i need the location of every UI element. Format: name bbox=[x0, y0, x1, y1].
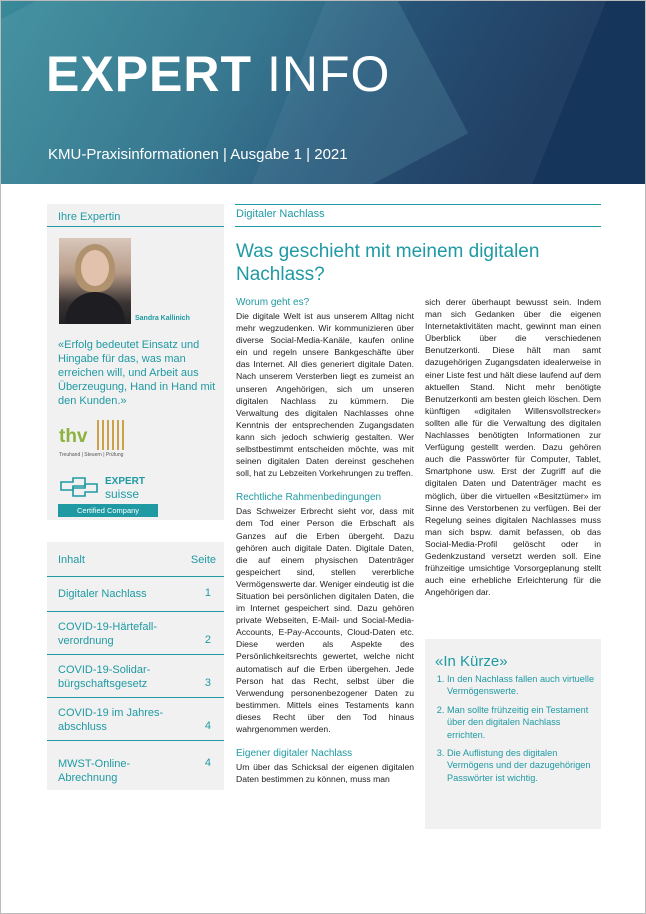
paragraph: Das Schweizer Erbrecht sieht vor, dass mit dem Tod einer Person die Erbschaft als Ganzes auf die Erben übergeht. Dazu gehören auch digitale Daten. Digitale Daten, die auf einem physischen Datenträger gespeichert sind, stellen vererbliche Vermögenswerte dar. Weniger eindeutig ist die Situation bei persönlichen digitalen Daten, die im Internet gespeichert sind. Dazu gehören private Webseiten, E-Mail- und Social-Media-Accounts, E-Pay-Accounts, Cloud-Daten etc. Diese werden als Aspekte des Persönlichkeitsrechts gewertet, welche nicht automatisch auf die Erben übergehen. Jede Person hat das Recht, selbst über die Verwendung personenbezogener Daten zu bestimmen. Mittels eines Testaments kann dieses Recht über den Tod hinaus wahrgenommen werden. bbox=[236, 506, 414, 734]
table-of-contents bbox=[47, 542, 224, 790]
certified-badge: Certified Company bbox=[58, 504, 158, 517]
summary-item: 3. Die Auflistung des digitalen Vermögens und der dazugehörigen Passwörter ist wichtig. bbox=[447, 747, 597, 784]
subheading: Eigener digitaler Nachlass bbox=[236, 748, 353, 760]
expert-photo bbox=[59, 238, 131, 324]
subheading: Rechtliche Rahmenbedingungen bbox=[236, 492, 382, 504]
photo-face bbox=[81, 250, 109, 286]
expertsuisse-logo: EXPERT suisse Certified Company bbox=[59, 476, 159, 516]
toc-header: Inhalt Seite bbox=[47, 542, 224, 577]
divider bbox=[47, 226, 224, 227]
paragraph: Die digitale Welt ist aus unserem Alltag nicht mehr wegzudenken. Wir kommunizieren über diverse Social-Media-Kanäle, kaufen online ein und regeln unsere Bankgeschäfte über das Internet. All dies generiert digitale Daten. Nach unserem Versterben liegt es zumeist an unseren Angehörigen, sich um unseren digitalen Nachlass zu kümmern. Die Verwaltung des digitalen Nachlasses ohne Kenntnis der entsprechenden Zugangsdaten kann sich jedoch schwierig gestalten. Wer selbstbestimmt entscheiden möchte, was mit seinen digitalen Daten dereinst geschehen soll, hat zu Lebzeiten Vorkehrungen zu treffen. bbox=[236, 311, 414, 479]
toc-item[interactable]: COVID-19-Solidar-bürgschaftsgesetz 3 bbox=[47, 655, 224, 698]
divider bbox=[235, 204, 601, 205]
expert-name: Sandra Kallinich bbox=[135, 315, 190, 322]
toc-item[interactable]: COVID-19 im Jahres-abschluss 4 bbox=[47, 698, 224, 741]
summary-item: 1. In den Nachlass fallen auch virtuelle Vermögenswerte. bbox=[447, 673, 597, 698]
paragraph: sich derer überhaupt bewusst sein. Indem man sich Gedanken über die eigenen Internetaktivitäten macht, gewinnt man einen Überblick über die verschiedenen Benutzerkonti. Diese hält man samt dazugehörigen Zugangsdaten idealerweise in einer Liste fest und hält diese laufend auf dem aktuellen Stand. Nicht mehr benötigte Benutzerkonti am besten gleich löschen. Dem künftigen «digitalen Willensvollstrecker» sollten alle für die Verwaltung des digitalen Nachlasses benötigten Informationen zur Verfügung gestellt werden. Dazu gehören auch die Passwörter für Computer, Tablet, Smartphone usw. Erst der Zugriff auf die digitalen Daten und Datenträger macht es möglich, über die virtuellen «Besitztümer» im Sinne des Verstorbenen zu verfügen. Bei der Regelung seines digitalen Nachlasses muss man sich bspw. damit befassen, ob das Social-Media-Profil gelöscht oder in Gedenkzustand versetzt werden soll. Eine frühzeitige umsichtige Vorsorgeplanung stellt auch eine erhebliche Erleichterung für die Angehörigen dar. bbox=[425, 297, 601, 598]
toc-item[interactable]: COVID-19-Härtefall-verordnung 2 bbox=[47, 612, 224, 655]
thv-tagline: Treuhand | Steuern | Prüfung bbox=[59, 452, 124, 458]
summary-box bbox=[425, 639, 601, 829]
page-subtitle: KMU-Praxisinformationen | Ausgabe 1 | 2021 bbox=[48, 146, 348, 163]
summary-list bbox=[433, 673, 597, 790]
thv-logo: thv Treuhand | Steuern | Prüfung bbox=[59, 420, 133, 460]
summary-item: 2. Man sollte frühzeitig ein Testament über den digitalen Nachlass errichten. bbox=[447, 704, 597, 741]
photo-body bbox=[65, 292, 125, 324]
expert-heading: Ihre Expertin bbox=[58, 211, 121, 223]
subheading: Worum geht es? bbox=[236, 297, 310, 308]
expert-panel bbox=[47, 204, 224, 520]
summary-title: «In Kürze» bbox=[435, 653, 508, 670]
section-label: Digitaler Nachlass bbox=[236, 208, 325, 220]
divider bbox=[235, 226, 601, 227]
expertsuisse-icon bbox=[59, 476, 99, 498]
toc-item[interactable]: MWST-Online-Abrechnung 4 bbox=[58, 757, 211, 784]
article-column-1 bbox=[236, 296, 414, 785]
toc-item[interactable]: Digitaler Nachlass 1 bbox=[47, 577, 224, 612]
paragraph: Um über das Schicksal der eigenen digitalen Daten bestimmen zu können, muss man bbox=[236, 762, 414, 785]
expert-quote: «Erfolg bedeutet Einsatz und Hingabe für das, was man erreichen will, und Arbeit aus Überzeugung, Hand in Hand mit den Kunden.» bbox=[58, 339, 216, 407]
article-title: Was geschieht mit meinem digitalen Nachlass? bbox=[236, 241, 540, 285]
page-title: EXPERT INFO bbox=[46, 46, 391, 102]
masthead bbox=[0, 0, 646, 184]
article-column-2 bbox=[425, 296, 601, 598]
